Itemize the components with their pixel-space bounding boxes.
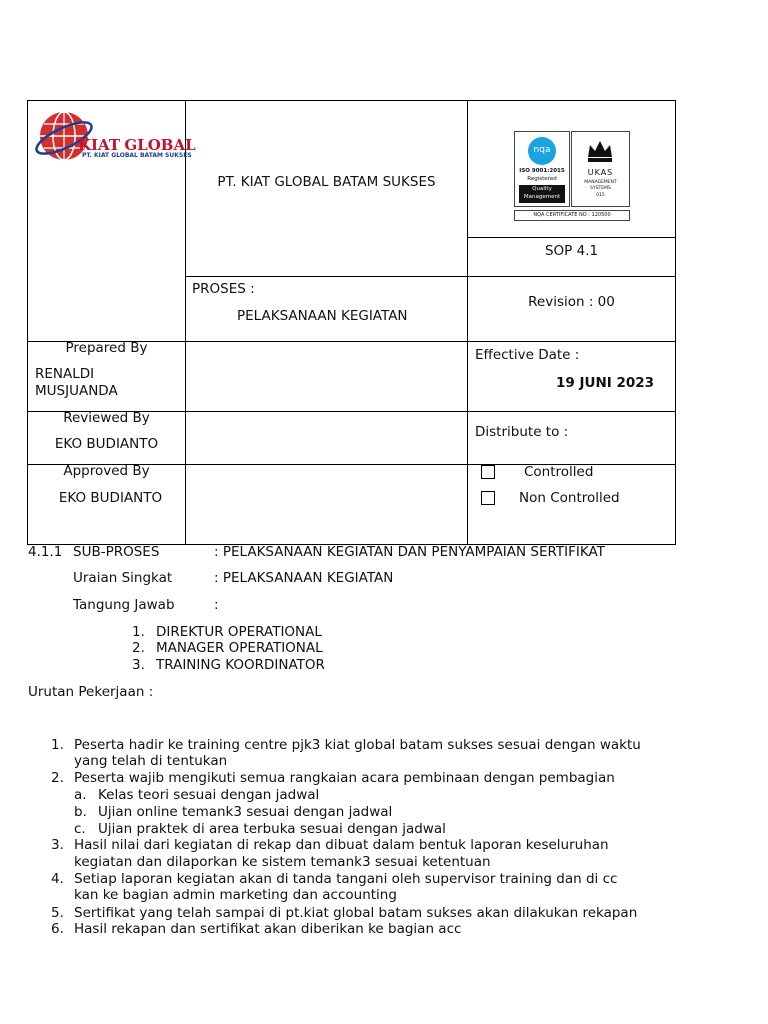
effective-date-label: Effective Date : bbox=[475, 347, 580, 363]
urutan-pekerjaan-label: Urutan Pekerjaan : bbox=[28, 684, 154, 700]
subproses-value: : PELAKSANAAN KEGIATAN DAN PENYAMPAIAN SERTIFIKAT bbox=[214, 544, 605, 560]
step-1-num: 1. bbox=[51, 737, 64, 753]
prepared-by-name-1: RENALDI bbox=[35, 366, 95, 382]
certification-badge: nqa ISO 9001:2015 Registered Quality Management UKAS MANAGEMENT SYSTEMS 015 NQA CERTIFICATE NO : 120500 bbox=[514, 131, 630, 221]
proses-value: PELAKSANAAN KEGIATAN bbox=[237, 308, 408, 324]
step-5-num: 5. bbox=[51, 905, 64, 921]
step-2-line-1: Peserta wajib mengikuti semua rangkaian acara pembinaan dengan pembagian bbox=[74, 770, 615, 786]
tanggung-jawab-item-3: TRAINING KOORDINATOR bbox=[156, 657, 325, 673]
tanggung-jawab-item-2-num: 2. bbox=[132, 640, 145, 656]
step-4-line-2: kan ke bagian admin marketing dan accounting bbox=[74, 887, 397, 903]
subproses-label: SUB-PROSES bbox=[73, 544, 160, 560]
step-3-line-2: kegiatan dan dilaporkan ke sistem temank3 sesuai ketentuan bbox=[74, 854, 491, 870]
logo-text-global: GLOBAL bbox=[124, 136, 196, 154]
step-5-line-1: Sertifikat yang telah sampai di pt.kiat global batam sukses akan dilakukan rekapan bbox=[74, 905, 638, 921]
uraian-value: : PELAKSANAAN KEGIATAN bbox=[214, 570, 394, 586]
step-1-line-2: yang telah di tentukan bbox=[74, 753, 228, 769]
step-2-num: 2. bbox=[51, 770, 64, 786]
prepared-by-label: Prepared By bbox=[65, 340, 148, 356]
tanggung-jawab-item-3-num: 3. bbox=[132, 657, 145, 673]
subproses-number: 4.1.1 bbox=[28, 544, 63, 560]
step-6-num: 6. bbox=[51, 921, 64, 937]
crown-icon bbox=[585, 137, 615, 165]
reviewed-by-name: EKO BUDIANTO bbox=[54, 436, 159, 452]
prepared-by-name-2: MUSJUANDA bbox=[35, 383, 118, 399]
logo-tagline: PT. KIAT GLOBAL BATAM SUKSES bbox=[82, 152, 192, 159]
distribute-to-label: Distribute to : bbox=[475, 424, 569, 440]
proses-label: PROSES : bbox=[192, 281, 255, 297]
company-name: PT. KIAT GLOBAL BATAM SUKSES bbox=[217, 174, 436, 190]
tanggung-jawab-item-1: DIREKTUR OPERATIONAL bbox=[156, 624, 322, 640]
non-controlled-label: Non Controlled bbox=[519, 490, 620, 506]
step-2-sub-b-num: b. bbox=[74, 804, 87, 820]
tanggung-jawab-label: Tangung Jawab bbox=[73, 597, 175, 613]
step-2-sub-b: Ujian online temank3 sesuai dengan jadwal bbox=[98, 804, 393, 820]
tanggung-jawab-item-1-num: 1. bbox=[132, 624, 145, 640]
step-1-line-1: Peserta hadir ke training centre pjk3 kiat global batam sukses sesuai dengan waktu bbox=[74, 737, 641, 753]
tanggung-jawab-colon: : bbox=[214, 597, 219, 613]
company-logo bbox=[34, 106, 196, 166]
step-2-sub-a-num: a. bbox=[74, 787, 87, 803]
step-6-line-1: Hasil rekapan dan sertifikat akan diberikan ke bagian acc bbox=[74, 921, 462, 937]
step-4-line-1: Setiap laporan kegiatan akan di tanda tangani oleh supervisor training dan di cc bbox=[74, 871, 618, 887]
reviewed-by-label: Reviewed By bbox=[63, 410, 150, 426]
non-controlled-checkbox[interactable] bbox=[481, 491, 495, 505]
logo-text-kiat: KIAT bbox=[78, 136, 121, 154]
controlled-label: Controlled bbox=[524, 464, 594, 480]
tanggung-jawab-item-2: MANAGER OPERATIONAL bbox=[156, 640, 323, 656]
effective-date-value: 19 JUNI 2023 bbox=[556, 375, 655, 391]
step-2-sub-c: Ujian praktek di area terbuka sesuai dengan jadwal bbox=[98, 821, 446, 837]
controlled-checkbox[interactable] bbox=[481, 465, 495, 479]
step-3-line-1: Hasil nilai dari kegiatan di rekap dan dibuat dalam bentuk laporan keseluruhan bbox=[74, 837, 609, 853]
sop-number: SOP 4.1 bbox=[544, 243, 599, 259]
uraian-label: Uraian Singkat bbox=[73, 570, 173, 586]
step-3-num: 3. bbox=[51, 837, 64, 853]
approved-by-name: EKO BUDIANTO bbox=[58, 490, 163, 506]
revision: Revision : 00 bbox=[528, 294, 615, 310]
step-2-sub-c-num: c. bbox=[74, 821, 86, 837]
step-4-num: 4. bbox=[51, 871, 64, 887]
step-2-sub-a: Kelas teori sesuai dengan jadwal bbox=[98, 787, 320, 803]
approved-by-label: Approved By bbox=[63, 463, 150, 479]
